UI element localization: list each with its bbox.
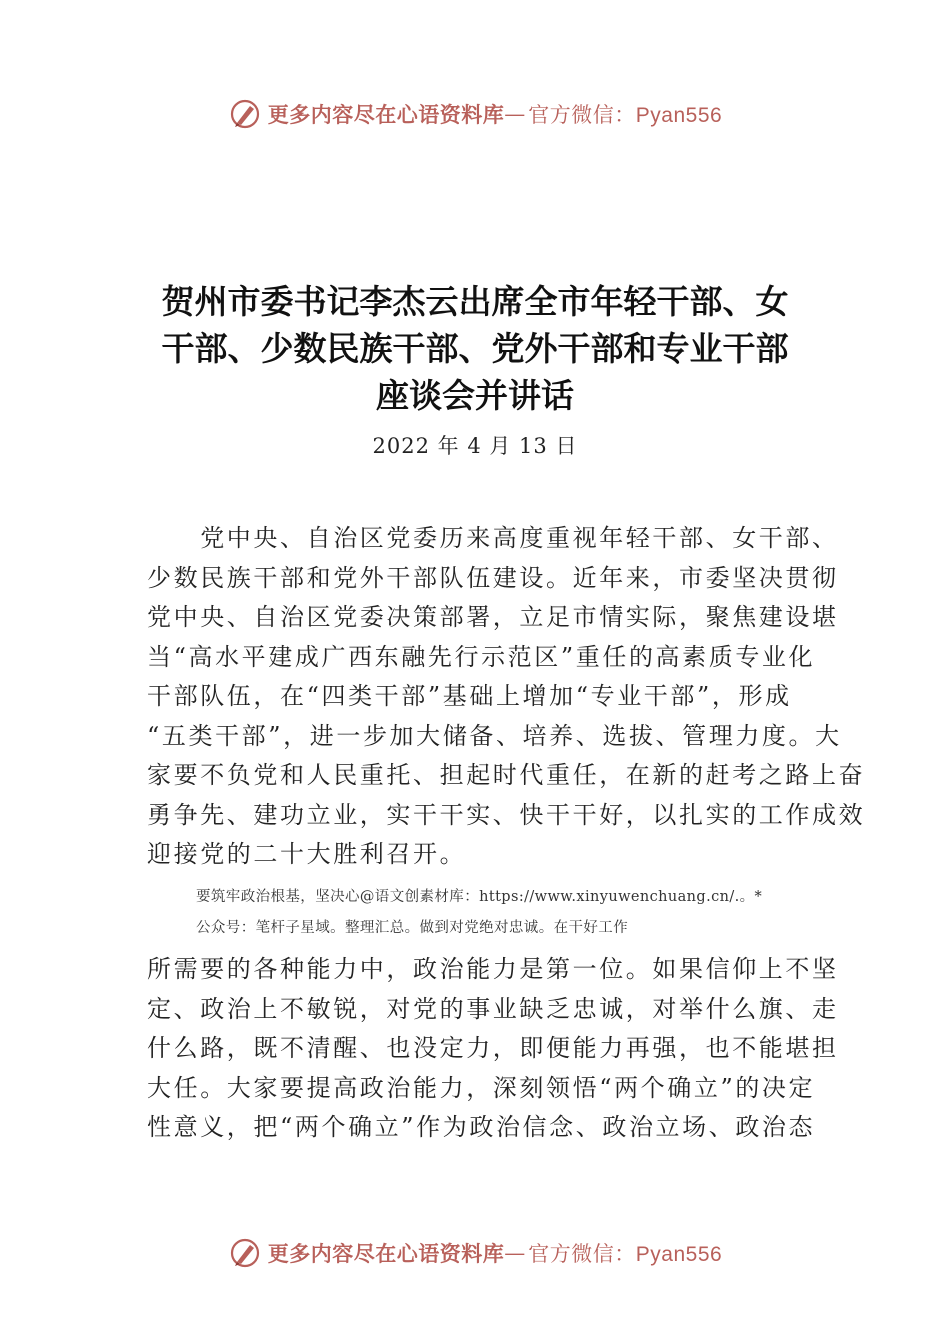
title-line: 贺州市委书记李杰云出席全市年轻干部、女 — [161, 282, 789, 321]
article-date: 2022 年 4 月 13 日 — [372, 434, 578, 458]
banner-separator: — — [504, 1241, 529, 1265]
text-line: 大任。大家要提高政治能力，深刻领悟“两个确立”的决定 — [147, 1073, 816, 1102]
banner-wechat-text: 官方微信：Pyan556 — [528, 1243, 723, 1266]
text-line: 党中央、自治区党委决策部署，立足市情实际，聚焦建设堪 — [147, 603, 839, 631]
text-line: 干部队伍，在“四类干部”基础上增加“专业干部”，形成 — [147, 682, 792, 710]
text-line: 所需要的各种能力中，政治能力是第一位。如果信仰上不坚 — [147, 955, 839, 983]
text-line: 定、政治上不敏锐，对党的事业缺乏忠诚，对举什么旗、走 — [147, 994, 839, 1023]
banner-separator: — — [504, 102, 529, 126]
text-line: 性意义，把“两个确立”作为政治信念、政治立场、政治态 — [147, 1113, 816, 1141]
text-line: “五类干部”，进一步加大储备、培养、选拔、管理力度。大 — [147, 721, 842, 750]
title-line: 干部、少数民族干部、党外干部和专业干部 — [161, 329, 789, 368]
header-watermark-banner — [0, 94, 950, 134]
pen-seal-logo-icon — [228, 97, 262, 131]
banner-brand-text: 更多内容尽在心语资料库 — [267, 1241, 505, 1266]
title-line: 座谈会并讲话 — [376, 376, 574, 415]
text-line: 少数民族干部和党外干部队伍建设。近年来，市委坚决贯彻 — [147, 563, 839, 592]
text-line: 勇争先、建功立业，实干干实、快干干好，以扎实的工作成效 — [147, 800, 866, 829]
pen-seal-logo-icon — [228, 1236, 262, 1270]
text-line: 家要不负党和人民重托、担起时代重任，在新的赶考之路上奋 — [147, 761, 866, 789]
footer-watermark-banner — [0, 1233, 950, 1273]
text-line: 党中央、自治区党委历来高度重视年轻干部、女干部、 — [147, 524, 839, 552]
paragraph-2 — [147, 950, 839, 1148]
text-line: 迎接党的二十大胜利召开。 — [147, 840, 467, 868]
text-line: 什么路，既不清醒、也没定力，即便能力再强，也不能堪担 — [147, 1034, 839, 1062]
note-line: 公众号：笔杆子星域。整理汇总。做到对党绝对忠诚。在干好工作 — [196, 920, 629, 936]
banner-brand-text: 更多内容尽在心语资料库 — [267, 102, 505, 127]
article-title — [100, 278, 850, 419]
note-line: 要筑牢政治根基，坚决心@语文创素材库：https://www.xinyuwenchuang.cn/.。* — [196, 889, 763, 905]
inserted-source-note — [196, 882, 836, 944]
text-line: 当“高水平建成广西东融先行示范区”重任的高素质专业化 — [147, 642, 816, 671]
paragraph-1 — [147, 519, 866, 875]
banner-wechat-text: 官方微信：Pyan556 — [528, 104, 723, 127]
